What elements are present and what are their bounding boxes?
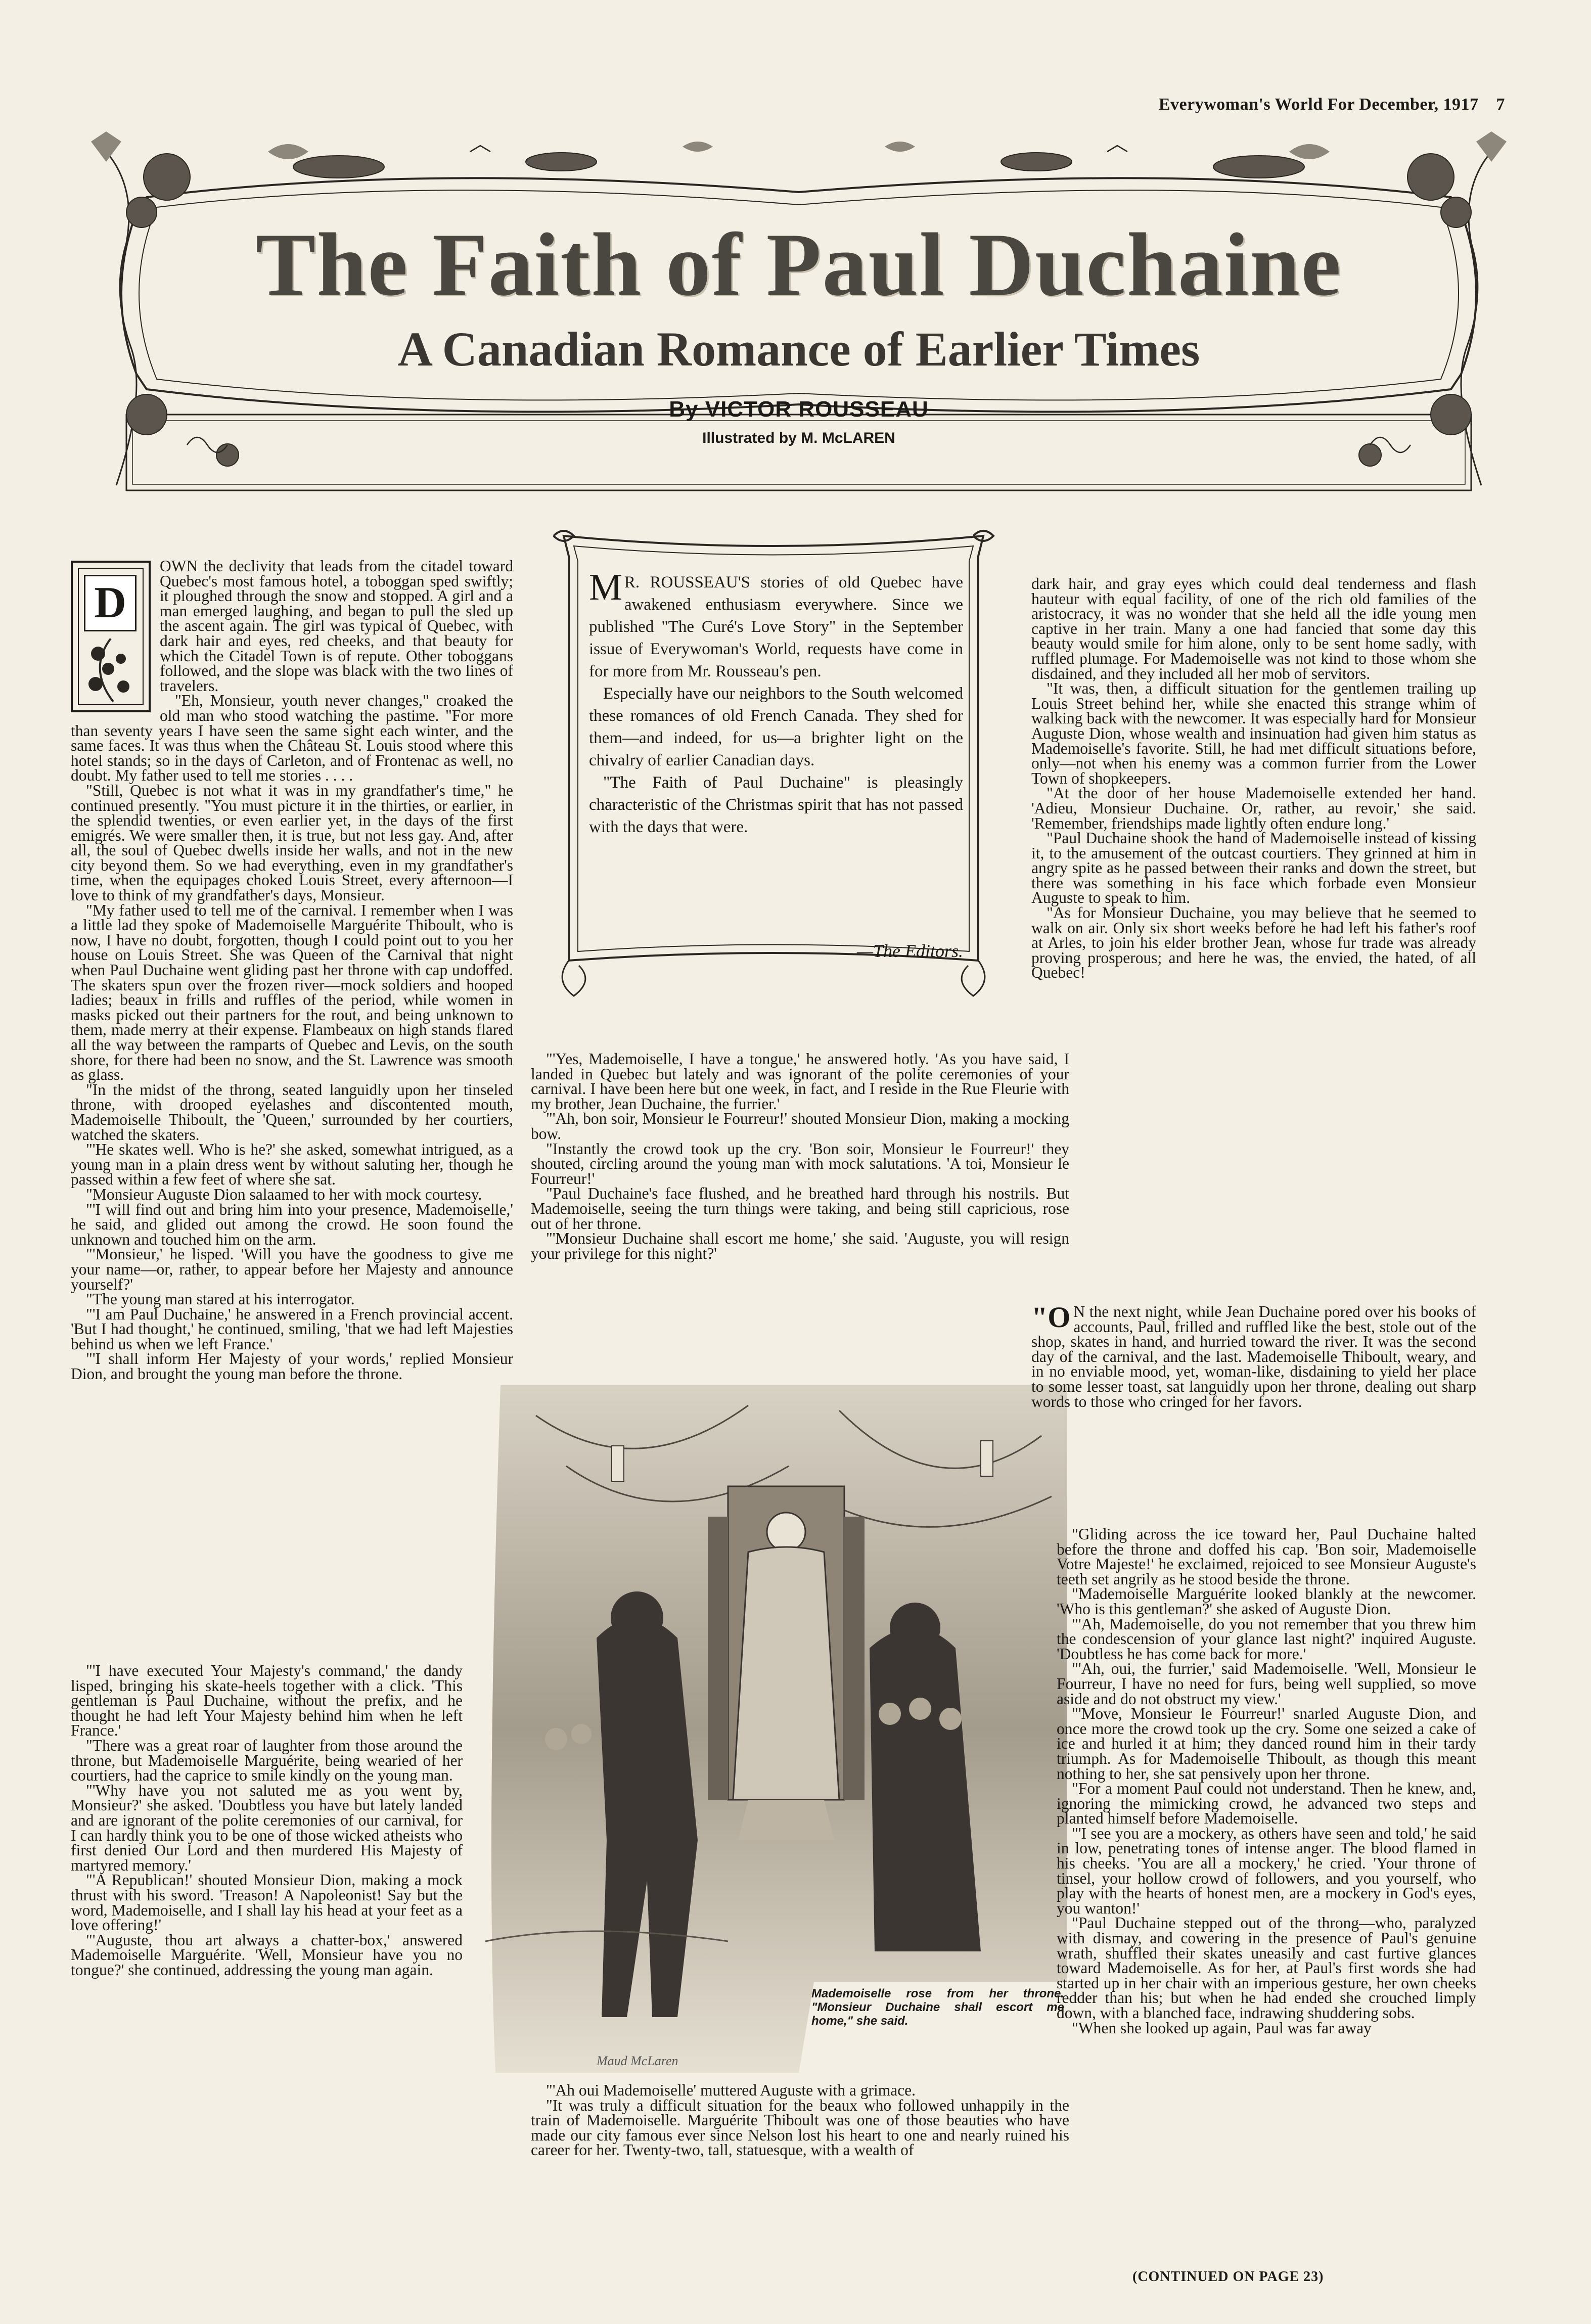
editors-note (543, 526, 1004, 1006)
column-3 (1031, 576, 1476, 980)
title-banner (76, 131, 1522, 516)
story-illustration (485, 1385, 1067, 2073)
paragraph: "Instantly the crowd took up the cry. 'Bon soir, Monsieur le Fourreur!' they shouted, circling around the young man with mock salutations. 'A toi, Monsieur le Fourreur!' (531, 1140, 1069, 1188)
column-2-lower (531, 2083, 1069, 2158)
paragraph: "Mademoiselle Marguérite looked blankly at the newcomer. 'Who is this gentleman?' she asked of Auguste Dion. (1057, 1585, 1476, 1618)
column-3-section-2 (1031, 1301, 1476, 1410)
editors-signature: —The Editors. (856, 941, 963, 961)
running-head-text: Everywoman's World For December, 1917 (1158, 95, 1479, 114)
column-3-lower (1057, 1527, 1476, 2035)
paragraph: "'Ah, bon soir, Monsieur le Fourreur!' shouted Monsieur Dion, making a mocking bow. (531, 1110, 1069, 1143)
article-title: The Faith of Paul Duchaine (255, 214, 1342, 314)
paragraph: "Still, Quebec is not what it was in my grandfather's time," he continued presently. "You must picture it in the thirties, or earlier, in the splendid twenties, or even earlier yet, in the days of the first emigrés. We were smaller then, it is true, but not less gay. And, after all, the soul of Quebec dwells inside her walls, and not in the new city beyond them. So we had everything, even in my grandfather's time, when the equipages choked Louis Street, every afternoon—I love to think of my grandfather's days, Monsieur. (71, 781, 513, 904)
carnival-throne-illustration (485, 1385, 1067, 2073)
paragraph: "Monsieur Auguste Dion salaamed to her with mock courtesy. (86, 1185, 482, 1203)
illustration-caption: Mademoiselle rose from her throne. "Monsieur Duchaine shall escort me home," she said. (811, 1987, 1064, 2028)
paragraph: "'I shall inform Her Majesty of your words,' replied Monsieur Dion, and brought the young man before the throne. (71, 1350, 513, 1383)
page-number: 7 (1496, 95, 1505, 114)
paragraph: "'I see you are a mockery, as others have seen and told,' he said in low, penetrating tones of intense anger. The blood flamed in his cheeks. 'You are all a mockery,' he cried. 'Your throne of tinsel, your hollow crowd of followers, and you yourself, who play with the hearts of honest men, are a mockery in God's eyes, you wanton!' (1057, 1824, 1476, 1917)
paragraph: "For a moment Paul could not understand. Then he knew, and, ignoring the mimicking crowd, he advanced two steps and planted himself before Mademoiselle. (1057, 1780, 1476, 1828)
paragraph: Especially have our neighbors to the South welcomed these romances of old French Canada. They shed for them—and indeed, for us—a brighter light on the chivalry of earlier Canadian days. (589, 685, 963, 769)
paragraph: "At the door of her house Mademoiselle extended her hand. 'Adieu, Monsieur Duchaine. Or, rather, au revoir,' she said. 'Remember, friendships made lightly often endure long.' (1031, 784, 1476, 832)
continued-notice: (CONTINUED ON PAGE 23) (1132, 2269, 1324, 2285)
drop-cap-letter: D (84, 575, 137, 631)
paragraph: "'A Republican!' shouted Monsieur Dion, making a mock thrust with his sword. 'Treason! A Napoleonist! Say but the word, Mademoiselle, and I shall lay his head at your feet as a love offering!' (71, 1871, 463, 1934)
paragraph: OWN the declivity that leads from the citadel toward Quebec's most famous hotel, a toboggan sped swiftly; it ploughed through the snow and stopped. A girl and a man emerged laughing, and began to pull the sled up the ascent again. The girl was typical of Quebec, with dark hair and eyes, red cheeks, and that beauty for which the Citadel Town is of repute. Other toboggans followed, and the slope was black with the two lines of travelers. (160, 557, 513, 695)
paragraph: "'Ah oui Mademoiselle' muttered Auguste with a grimace. (546, 2081, 916, 2099)
paragraph: "It was truly a difficult situation for the beaux who followed unhappily in the train of Mademoiselle. Marguérite Thiboult was one of those beauties who have made our city famous ever since Nelson lost his heart to one and nearly ruined his career for her. Twenty-two, tall, statuesque, with a wealth of (531, 2096, 1069, 2159)
paragraph: "As for Monsieur Duchaine, you may believe that he seemed to walk on air. Only six short weeks before he had left his father's roof at Arles, to join his elder brother Jean, whose fur trade was already proving prosperous; and here he was, the envied, the hated, of all Quebec! (1031, 904, 1476, 982)
running-head (1159, 95, 1505, 114)
paragraph: "'Yes, Mademoiselle, I have a tongue,' he answered hotly. 'As you have said, I landed in Quebec but lately and was ignorant of the polite ceremonies of your carnival. I have been here but one week, in fact, and I reside in the Rue Fleurie with my brother, Jean Duchaine, the furrier.' (531, 1050, 1069, 1113)
paragraph: "O N the next night, while Jean Duchaine pored over his books of accounts, Paul, frilled and ruffled like the best, stole out of the shop, skates in hand, and hurried toward the river. It was the second day of the carnival, and the last. Mademoiselle Thiboult, weary, and in no enviable mood, yet, woman-like, disdaining to yield her place to some lesser toast, sat languidly upon her throne, dealing out sharp words to those who cringed for her favors. (1031, 1301, 1476, 1410)
paragraph: "Eh, Monsieur, youth never changes," croaked the old man who stood watching the pastime. "For more than seventy years I have seen the same sight each winter, and the same faces. It was thus when the Château St. Louis stood where this hotel stands; so in the days of Carleton, and of Frontenac as well, no doubt. My father used to tell me stories . . . . (71, 692, 513, 785)
paragraph: "Paul Duchaine's face flushed, and he breathed hard through his nostrils. But Mademoiselle, seeing the turn things were taking, and being still capricious, rose out of her throne. (531, 1184, 1069, 1233)
paragraph: "'Monsieur,' he lisped. 'Will you have the goodness to give me your name—or, rather, to appear before her Majesty and announce yourself?' (71, 1245, 513, 1293)
paragraph: "'I have executed Your Majesty's command,' the dandy lisped, bringing his skate-heels together with a click. 'This gentleman is Paul Duchaine, without the prefix, and he thought he had left Your Majesty behind him when he left France.' (71, 1662, 463, 1740)
paragraph: "My father used to tell me of the carnival. I remember when I was a little lad they spoke of Mademoiselle Marguérite Thiboult, who is now, I have no doubt, forgotten, though I could point out to you her house on Louis Street. She was Queen of the Carnival that night when Paul Duchaine went gliding past her throne with cap undoffed. The skaters spun over the frozen river—mock soldiers and hooped ladies; beaux in frills and ruffles of the period, while women in masks picked out their partners for the rout, and being unknown to them, made merry at their expense. Flambeaux on high stands flared all the way between the ramparts of Quebec and Levis, on the south shore, for there had been no snow, and the St. Lawrence was smooth as glass. (71, 901, 513, 1084)
paragraph: dark hair, and gray eyes which could deal tenderness and flash hauteur with equal facility, of one of the rich old families of the aristocracy, it was no wonder that she held all the idle young men captive in her train. Many a one had fancied that some day this beauty would smile for him alone, only to be sent home sadly, with ruffled plumage. For Mademoiselle was not kind to those whom she disdained, and they included all her mob of servitors. (1031, 575, 1476, 682)
editors-note-text (589, 567, 963, 838)
paragraph: "'I will find out and bring him into your presence, Mademoiselle,' he said, and glided out among the crowd. He soon found the unknown and touched him on the arm. (71, 1200, 513, 1248)
column-1-lower (71, 1663, 463, 1977)
paragraph: "In the midst of the throng, seated languidly upon her tinseled throne, with drooped eyelashes and discontented mouth, Mademoiselle Thiboult, the 'Queen,' surrounded by her courtiers, watched the skaters. (71, 1080, 513, 1144)
vine-icon (78, 639, 144, 704)
paragraph: "Gliding across the ice toward her, Paul Duchaine halted before the throne and doffed his cap. 'Bon soir, Mademoiselle Votre Majeste!' he exclaimed, rejoiced to see Monsieur Auguste's teeth set angrily as he stood beside the throne. (1057, 1525, 1476, 1588)
section-initial: "O (1031, 1301, 1071, 1334)
illustrator-credit: Illustrated by M. McLAREN (702, 430, 895, 446)
paragraph: "The young man stared at his interrogator. (86, 1290, 355, 1308)
article-subtitle: A Canadian Romance of Earlier Times (397, 322, 1200, 376)
paragraph: "'Why have you not saluted me as you went by, Monsieur?' she asked. 'Doubtless you have but lately landed and are ignorant of the polite ceremonies of our carnival, for I can hardly think you to be one of those wicked atheists who first denied Our Lord and then murdered His Majesty of martyred memory.' (71, 1781, 463, 1874)
paragraph: "The Faith of Paul Duchaine" is pleasingly characteristic of the Christmas spirit that has not passed with the days that were. (589, 773, 963, 836)
paragraph: "'I am Paul Duchaine,' he answered in a French provincial accent. 'But I had thought,' he continued, smiling, 'that we had left Majesties behind us when we left France.' (71, 1305, 513, 1353)
paragraph: "Paul Duchaine shook the hand of Mademoiselle instead of kissing it, to the amusement of the outcast courtiers. They grinned at him in angry spite as he passed between their ranks and down the street, but there was something in his face which forbade even Monsieur Auguste to speak to him. (1031, 829, 1476, 907)
column-2 (531, 1052, 1069, 1261)
drop-cap-ornament (71, 561, 151, 712)
column-1 (71, 559, 513, 1382)
paragraph: "'Auguste, thou art always a chatter-box,' answered Mademoiselle Marguérite. 'Well, Monsieur have you no tongue?' she continued, addressing the young man again. (71, 1931, 463, 1979)
paragraph: "'Move, Monsieur le Fourreur!' snarled Auguste Dion, and once more the crowd took up the cry. Some one seized a cake of ice and hurled it at him; they danced round him in their tardy triumph. As for Mademoiselle Thiboult, as though this meant nothing to her, she sat pensively upon her throne. (1057, 1705, 1476, 1783)
paragraph: M R. ROUSSEAU'S stories of old Quebec have awakened enthusiasm everywhere. Since we published "The Curé's Love Story" in the September issue of Everywoman's World, requests have come in for more from Mr. Rousseau's pen. (589, 567, 963, 680)
paragraph: "'Ah, Mademoiselle, do you not remember that you threw him the condescension of your glance last night?' inquired Auguste. 'Doubtless he has come back for more.' (1057, 1615, 1476, 1663)
artist-signature: Maud McLaren (597, 2054, 678, 2068)
paragraph: "'Ah, oui, the furrier,' said Mademoiselle. 'Well, Monsieur le Fourreur, I have no need for furs, being well supplied, so move aside and do not obstruct my view.' (1057, 1660, 1476, 1708)
paragraph: "There was a great roar of laughter from those around the throne, but Mademoiselle Marguérite, being wearied of her courtiers, had the caprice to smile kindly on the young man. (71, 1736, 463, 1785)
paragraph: "Paul Duchaine stepped out of the throng—who, paralyzed with dismay, and cowering in the presence of Paul's genuine wrath, shuffled their skates uneasily and cast furtive glances toward Mademoiselle. As for her, at Paul's first words she had started up in her chair with an imperious gesture, her own cheeks redder than his; but when he had ended she crouched limply down, with a blanched face, indrawing shuddering sobs. (1057, 1914, 1476, 2022)
paragraph: "When she looked up again, Paul was far away (1072, 2019, 1372, 2037)
paragraph: "'He skates well. Who is he?' she asked, somewhat intrigued, as a young man in a plain dress went by without saluting her, though he passed within a few feet of where she sat. (71, 1141, 513, 1189)
drop-cap-letter: M (589, 567, 622, 608)
paragraph: "It was, then, a difficult situation for the gentlemen trailing up Louis Street behind her, while she enacted this strange whim of walking back with the newcomer. It was especially hard for Monsieur Auguste Dion, whose wealth and insinuation had given him status as Mademoiselle's favorite. Still, he had met difficult situations before, only—not when his enemy was a common furrier from the Lower Town of shopkeepers. (1031, 679, 1476, 787)
paragraph: "'Monsieur Duchaine shall escort me home,' she said. 'Auguste, you will resign your privilege for this night?' (531, 1229, 1069, 1262)
author-byline: By VICTOR ROUSSEAU (669, 397, 929, 422)
